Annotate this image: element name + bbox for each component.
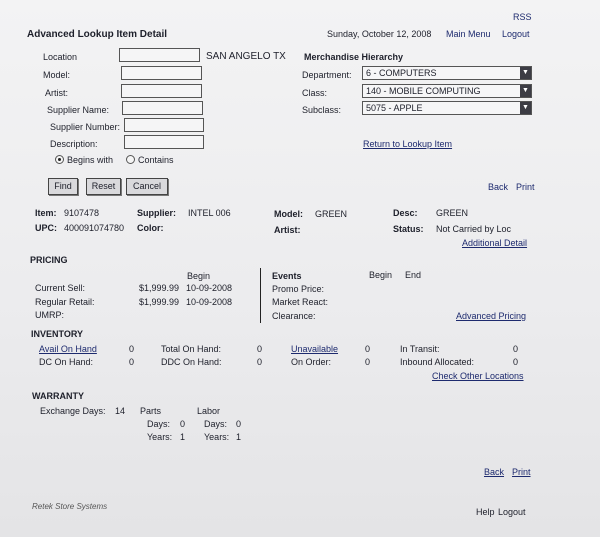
department-label: Department: [302, 70, 352, 80]
date-text: Sunday, October 12, 2008 [327, 29, 432, 39]
supplier-label: Supplier: [137, 208, 177, 218]
status-label: Status: [393, 224, 424, 234]
labor-years-value: 1 [236, 432, 242, 442]
chevron-down-icon: ▼ [520, 67, 531, 79]
regular-retail-label: Regular Retail: [35, 297, 95, 307]
subclass-value: 5075 - APPLE [366, 103, 423, 113]
description-input[interactable] [124, 135, 204, 149]
cancel-button[interactable]: Cancel [126, 178, 168, 195]
artist-detail-label: Artist: [274, 225, 301, 235]
desc-value: GREEN [436, 208, 469, 218]
help-link[interactable]: Help [476, 507, 495, 517]
logout-link[interactable]: Logout [502, 29, 530, 39]
department-value: 6 - COMPUTERS [366, 68, 437, 78]
total-on-hand-value: 0 [257, 344, 263, 354]
in-transit-label: In Transit: [400, 344, 440, 354]
parts-years-label: Years: [147, 432, 173, 442]
on-order-label: On Order: [291, 357, 332, 367]
supplier-name-label: Supplier Name: [47, 105, 110, 115]
parts-days-value: 0 [180, 419, 186, 429]
begins-with-label: Begins with [67, 155, 114, 165]
in-transit-value: 0 [513, 344, 519, 354]
unavailable-link[interactable]: Unavailable [291, 344, 339, 354]
desc-label: Desc: [393, 208, 418, 218]
avail-on-hand-value: 0 [129, 344, 135, 354]
unavailable-value: 0 [365, 344, 371, 354]
artist-label: Artist: [45, 88, 69, 98]
exchange-days-value: 14 [115, 406, 126, 416]
item-label: Item: [35, 208, 57, 218]
umrp-label: UMRP: [35, 310, 64, 320]
advanced-pricing-link[interactable]: Advanced Pricing [456, 311, 527, 321]
contains-label: Contains [138, 155, 174, 165]
supplier-number-input[interactable] [124, 118, 204, 132]
color-label: Color: [137, 223, 164, 233]
pricing-divider [260, 268, 261, 323]
avail-on-hand-link[interactable]: Avail On Hand [39, 344, 97, 354]
labor-days-label: Days: [204, 419, 228, 429]
class-value: 140 - MOBILE COMPUTING [366, 86, 481, 96]
location-input[interactable] [119, 48, 200, 62]
class-select[interactable] [362, 84, 532, 98]
events-begin: Begin [369, 270, 393, 280]
department-select[interactable] [362, 66, 532, 80]
rss-link[interactable]: RSS [513, 12, 532, 22]
current-sell-date: 10-09-2008 [186, 283, 233, 293]
dc-on-hand-value: 0 [129, 357, 135, 367]
regular-retail-value: $1,999.99 [139, 297, 180, 307]
class-label: Class: [302, 88, 328, 98]
model-detail-label: Model: [274, 209, 303, 219]
parts-header: Parts [140, 406, 162, 416]
check-other-locations-link[interactable]: Check Other Locations [432, 371, 524, 381]
item-value: 9107478 [64, 208, 100, 218]
artist-input[interactable] [121, 84, 202, 98]
clearance-label: Clearance: [272, 311, 316, 321]
location-label: Location [43, 52, 78, 62]
begins-with-radio[interactable] [55, 155, 64, 164]
supplier-number-label: Supplier Number: [50, 122, 121, 132]
promo-price-label: Promo Price: [272, 284, 325, 294]
print-link-top[interactable]: Print [516, 182, 535, 192]
page-title: Advanced Lookup Item Detail [27, 29, 168, 40]
model-label: Model: [43, 70, 71, 80]
subclass-select[interactable] [362, 101, 532, 115]
dc-on-hand-label: DC On Hand: [39, 357, 94, 367]
location-value: SAN ANGELO TX [206, 51, 286, 62]
inventory-title: INVENTORY [31, 329, 84, 339]
inbound-allocated-label: Inbound Allocated: [400, 357, 475, 367]
ddc-on-hand-label: DDC On Hand: [161, 357, 222, 367]
exchange-days-label: Exchange Days: [40, 406, 106, 416]
current-sell-label: Current Sell: [35, 283, 86, 293]
main-menu-link[interactable]: Main Menu [446, 29, 491, 39]
find-button[interactable]: Find [48, 178, 78, 195]
reset-button[interactable]: Reset [86, 178, 121, 195]
labor-years-label: Years: [204, 432, 230, 442]
model-input[interactable] [121, 66, 202, 80]
on-order-value: 0 [365, 357, 371, 367]
return-to-lookup-link[interactable]: Return to Lookup Item [363, 139, 453, 149]
footer-logout-link[interactable]: Logout [498, 507, 526, 517]
events-label: Events [272, 271, 302, 281]
contains-radio[interactable] [126, 155, 135, 164]
additional-detail-link[interactable]: Additional Detail [462, 238, 528, 248]
parts-years-value: 1 [180, 432, 186, 442]
upc-value: 400091074780 [64, 223, 125, 233]
ddc-on-hand-value: 0 [257, 357, 263, 367]
print-link-bottom[interactable]: Print [512, 467, 531, 477]
subclass-label: Subclass: [302, 105, 342, 115]
back-link-top[interactable]: Back [488, 182, 509, 192]
pricing-title: PRICING [30, 255, 68, 265]
market-react-label: Market React: [272, 297, 329, 307]
events-end: End [405, 270, 422, 280]
inbound-allocated-value: 0 [513, 357, 519, 367]
model-detail-value: GREEN [315, 209, 348, 219]
pricing-begin-header: Begin [187, 271, 211, 281]
status-value: Not Carried by Loc [436, 224, 512, 234]
description-label: Description: [50, 139, 98, 149]
upc-label: UPC: [35, 223, 57, 233]
chevron-down-icon: ▼ [520, 102, 531, 114]
total-on-hand-label: Total On Hand: [161, 344, 222, 354]
regular-retail-date: 10-09-2008 [186, 297, 233, 307]
labor-header: Labor [197, 406, 221, 416]
current-sell-value: $1,999.99 [139, 283, 180, 293]
brand-text: Retek Store Systems [32, 502, 108, 511]
labor-days-value: 0 [236, 419, 242, 429]
hierarchy-title: Merchandise Hierarchy [304, 52, 404, 62]
parts-days-label: Days: [147, 419, 171, 429]
warranty-title: WARRANTY [32, 391, 84, 401]
back-link-bottom[interactable]: Back [484, 467, 505, 477]
supplier-value: INTEL 006 [188, 208, 231, 218]
supplier-name-input[interactable] [122, 101, 203, 115]
chevron-down-icon: ▼ [520, 85, 531, 97]
